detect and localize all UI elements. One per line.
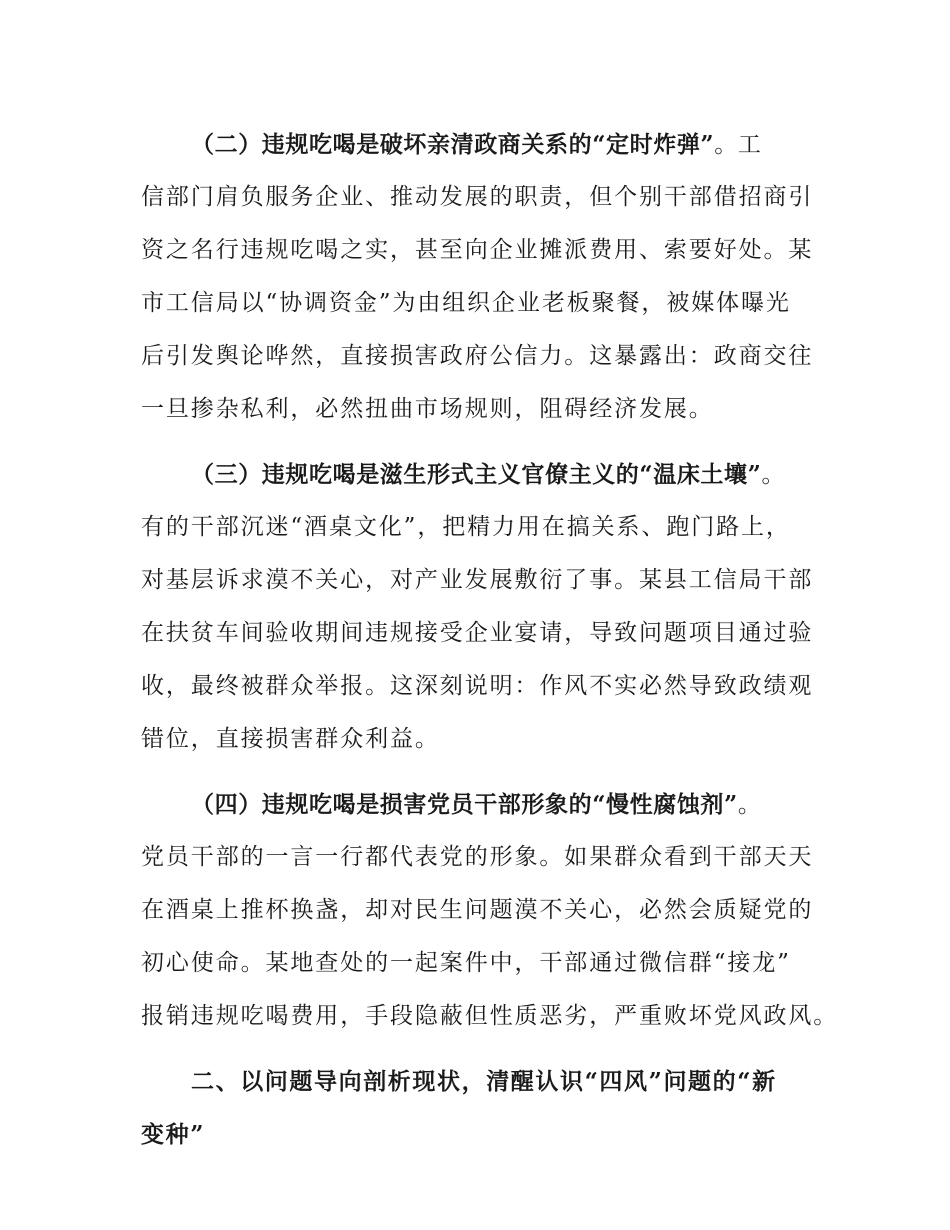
section-heading-line-2: 变种”: [141, 1121, 206, 1148]
section-heading-line-1: 二、以问题导向剖析现状，清醒认识“四风”问题的“新: [191, 1068, 777, 1095]
paragraph-4-title: （四）违规吃喝是损害党员干部形象的“慢性腐蚀剂”: [191, 791, 738, 818]
paragraph-4-line-1: [141, 778, 813, 831]
paragraph-2: [141, 118, 813, 436]
paragraph-4-line-3: 在酒桌上推杯换盏，却对民生问题漠不关心，必然会质疑党的: [141, 897, 814, 923]
paragraph-3-line-1-rest: 。: [761, 462, 786, 488]
paragraph-3-line-2: 有的干部沉迷“酒桌文化”，把精力用在搞关系、跑门路上，: [141, 514, 791, 540]
paragraph-2-line-4: 市工信局以“协调资金”为由组织企业老板聚餐，被媒体曝光: [141, 290, 791, 316]
paragraph-2-line-2: 信部门肩负服务企业、推动发展的职责，但个别干部借招商引: [141, 184, 814, 210]
paragraph-3-title: （三）违规吃喝是滋生形式主义官僚主义的“温床土壤”: [191, 461, 762, 488]
paragraph-2-line-3: 资之名行违规吃喝之实，甚至向企业摊派费用、索要好处。某: [141, 237, 814, 263]
paragraph-4: [141, 778, 839, 1043]
paragraph-2-line-6: 一旦掺杂私利，必然扭曲市场规则，阻碍经济发展。: [141, 396, 714, 422]
paragraph-3-line-4: 在扶贫车间验收期间违规接受企业宴请，导致问题项目通过验: [141, 620, 814, 646]
paragraph-2-line-1-rest: 。工: [714, 132, 762, 158]
paragraph-4-line-1-rest: 。: [737, 792, 762, 818]
paragraph-3-line-6: 错位，直接损害群众利益。: [141, 726, 440, 752]
paragraph-4-line-5: 报销违规吃喝费用，手段隐蔽但性质恶劣，严重败坏党风政风。: [141, 1003, 839, 1029]
paragraph-3-line-3: 对基层诉求漠不关心，对产业发展敷衍了事。某县工信局干部: [141, 567, 814, 593]
paragraph-4-line-2: 党员干部的一言一行都代表党的形象。如果群众看到干部天天: [141, 844, 814, 870]
document-page: [141, 118, 839, 1173]
paragraph-2-line-5: 后引发舆论哗然，直接损害政府公信力。这暴露出：政商交往: [141, 343, 814, 369]
section-heading: [141, 1055, 813, 1161]
paragraph-3-line-5: 收，最终被群众举报。这深刻说明：作风不实必然导致政绩观: [141, 673, 814, 699]
paragraph-3: [141, 448, 813, 766]
paragraph-4-line-4: 初心使命。某地查处的一起案件中，干部通过微信群“接龙”: [141, 950, 791, 976]
paragraph-2-line-1: [141, 118, 813, 171]
paragraph-3-line-1: [141, 448, 813, 501]
paragraph-2-title: （二）违规吃喝是破坏亲清政商关系的“定时炸弹”: [191, 131, 715, 158]
